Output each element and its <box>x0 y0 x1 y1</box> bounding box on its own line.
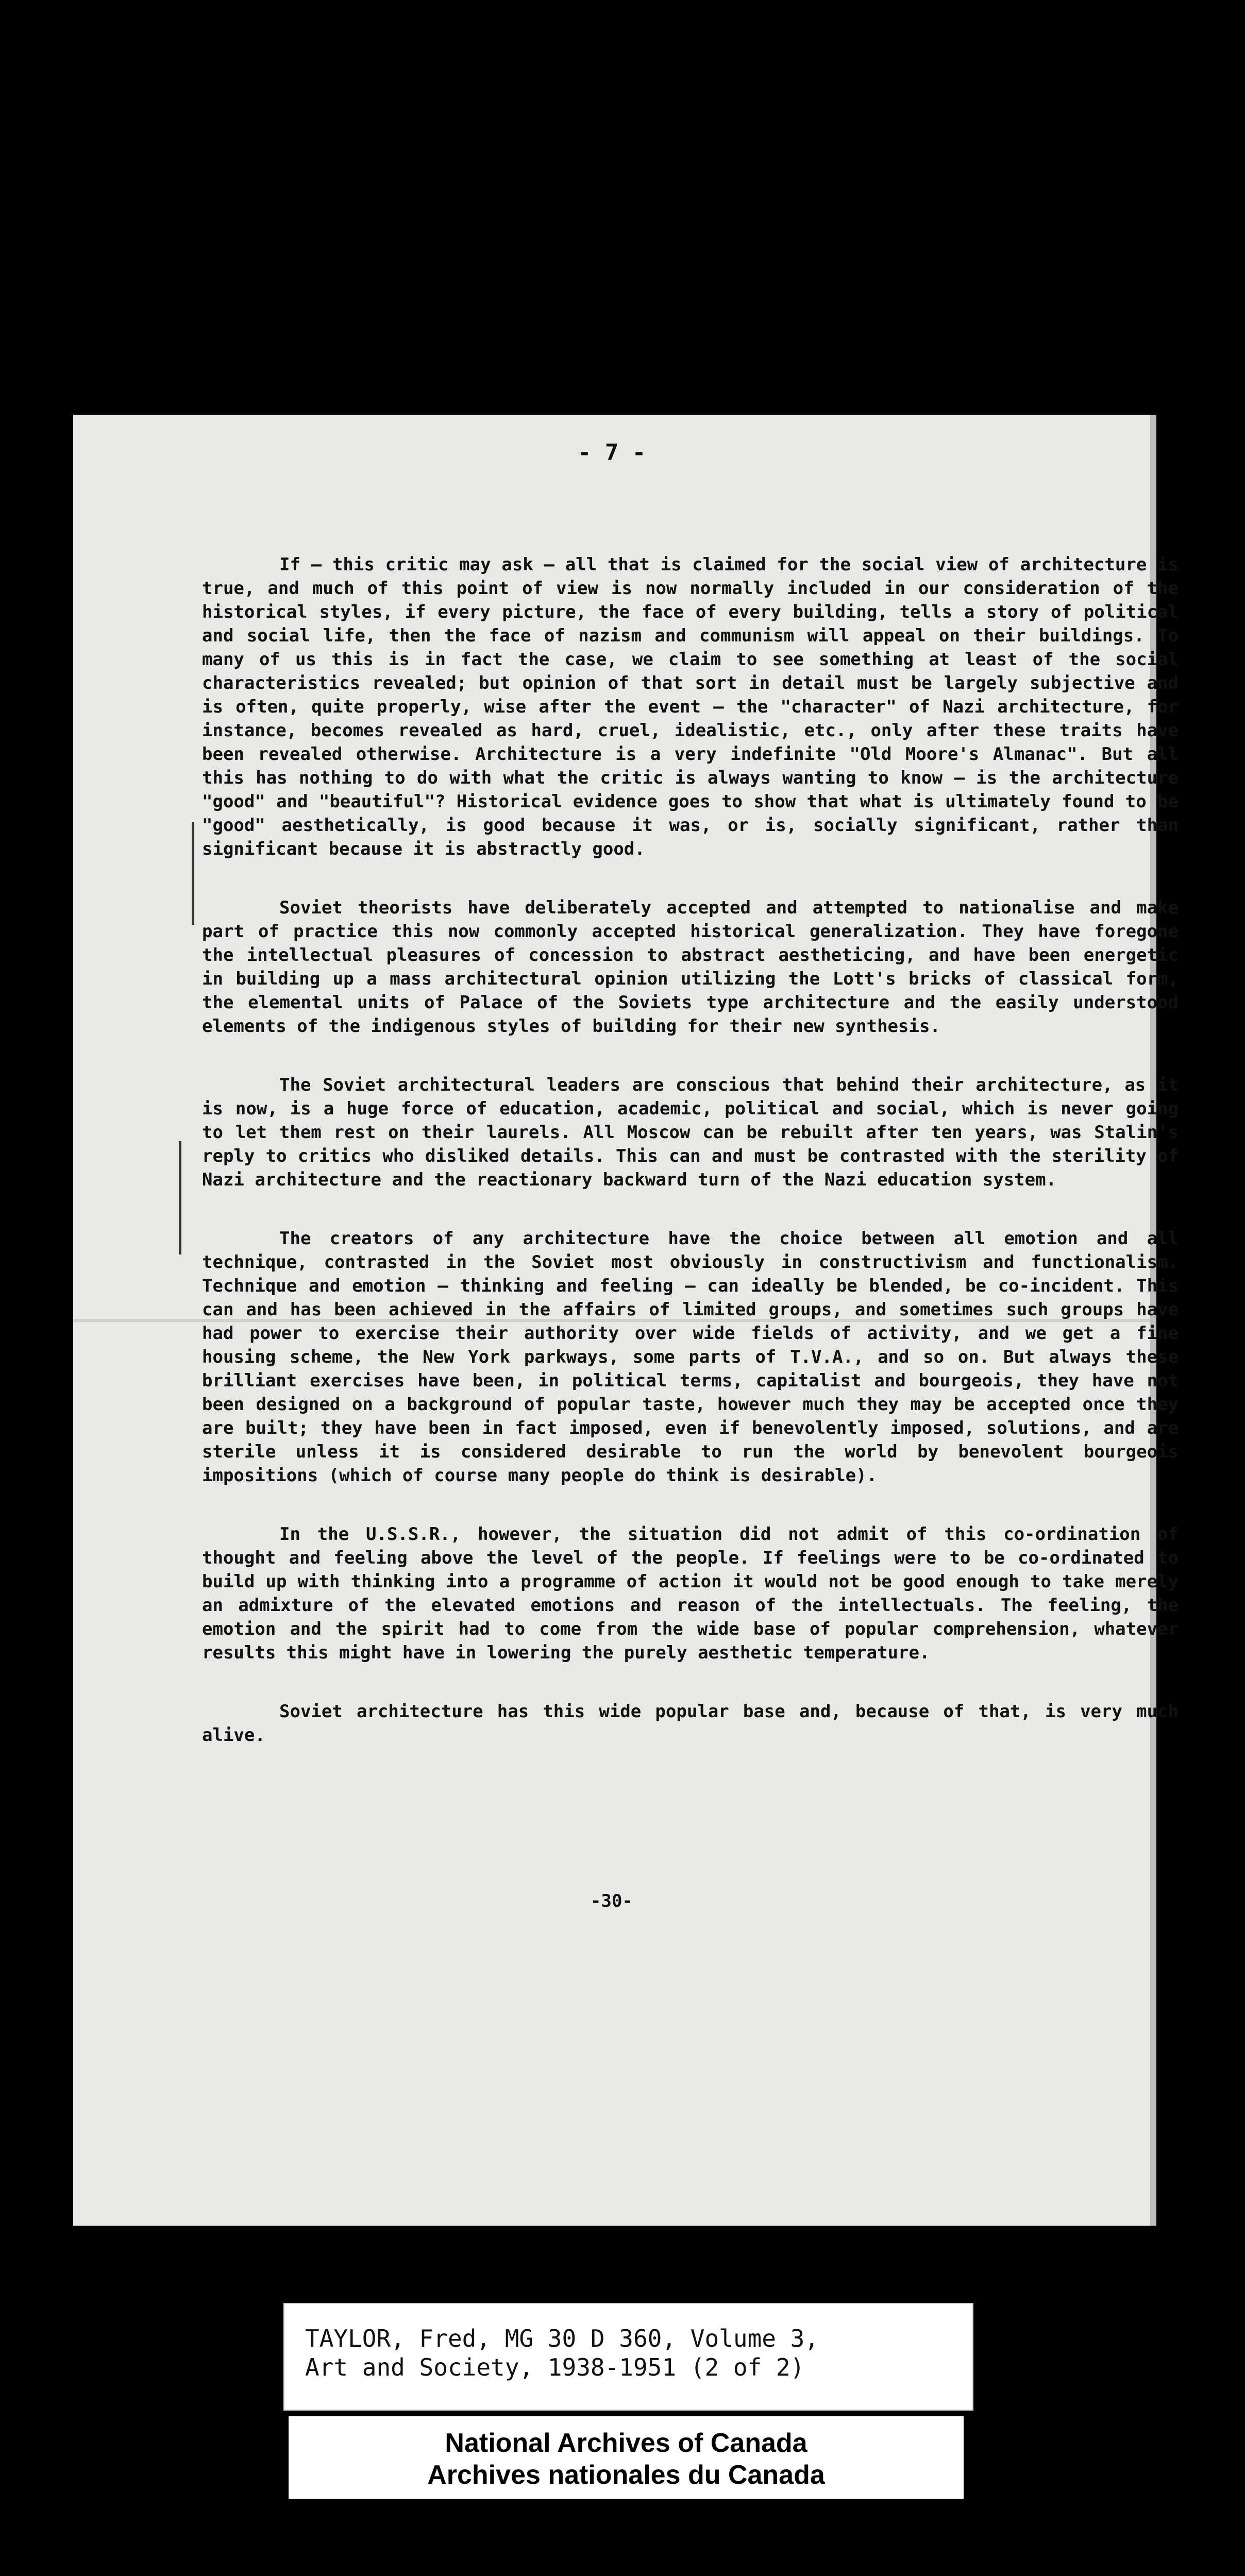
archives-name-french: Archives nationales du Canada <box>427 2460 825 2490</box>
document-page <box>73 415 1179 2226</box>
archive-reference-label <box>283 2303 973 2411</box>
paragraph: Soviet theorists have deliberately accepted and attempted to nationalise and make part of practice this now commonly accepted historical generalization. They have foregone the intellectual pleasures of concession to abstract aestheticing, and have been energetic in building up a mass architectural opinion utilizing the Lott's bricks of classical form, the elemental units of Palace of the Soviets type architecture and the easily understood elements of the indigenous styles of building for their new synthesis. <box>202 897 1179 1037</box>
reference-line-1: TAYLOR, Fred, MG 30 D 360, Volume 3, <box>305 2325 819 2352</box>
paragraph: If — this critic may ask — all that is claimed for the social view of architecture is true, and much of this point of view is now normally included in our consideration of the historical styles, if every picture, the face of every building, tells a story of political and social life, then the face of nazism and communism will appeal on their buildings. To many of us this is in fact the case, we claim to see something at least of the social characteristics revealed; but opinion of that sort in detail must be largely subjective and is often, quite properly, wise after the event — the "character" of Nazi architecture, for instance, becomes revealed as hard, cruel, idealistic, etc., only after these traits have been revealed otherwise. Architecture is a very indefinite "Old Moore's Almanac". But all this has nothing to do with what the critic is always wanting to know — is the architecture "good" and "beautiful"? Historical evidence goes to show that what is ultimately found to be "good" aesthetically, is good because it was, or is, socially significant, rather than significant because it is abstractly good. <box>202 554 1179 859</box>
margin-mark <box>179 1141 181 1255</box>
paragraph: The Soviet architectural leaders are conscious that behind their architecture, as it is now, is a huge force of education, academic, political and social, which is never going to let them rest on their laurels. All Moscow can be rebuilt after ten years, was Stalin's reply to critics who disliked details. This can and must be contrasted with the sterility of Nazi architecture and the reactionary backward turn of the Nazi education system. <box>202 1075 1179 1190</box>
paragraph: In the U.S.S.R., however, the situation did not admit of this co-ordination of thought and feeling above the level of the people. If feelings were to be co-ordinated to build up with thinking into a programme of action it would not be good enough to take merely an admixture of the elevated emotions and reason of the intellectuals. The feeling, the emotion and the spirit had to come from the wide base of popular comprehension, whatever results this might have in lowering the purely aesthetic temperature. <box>202 1524 1179 1663</box>
reference-line-2: Art and Society, 1938-1951 (2 of 2) <box>305 2353 805 2381</box>
page-number: - 7 - <box>577 439 646 466</box>
paragraph: The creators of any architecture have the choice between all emotion and all technique, contrasted in the Soviet most obviously in constructivism and functionalism. Technique and emotion — thinking and feeling — can ideally be blended, be co-incident. This can and has been achieved in the affairs of limited groups, and sometimes such groups have had power to exercise their authority over wide fields of activity, and we get a fine housing scheme, the New York parkways, some parts of T.V.A., and so on. But always these brilliant exercises have been, in political terms, capitalist and bourgeois, they have not been designed on a background of popular taste, however much they may be accepted once they are built; they have been in fact imposed, even if benevolently imposed, solutions, and are sterile unless it is considered desirable to run the world by benevolent bourgeois impositions (which of course many people do think is desirable). <box>202 1228 1179 1486</box>
margin-mark <box>192 822 194 925</box>
paragraph: Soviet architecture has this wide popular base and, because of that, is very much alive. <box>202 1701 1179 1745</box>
archives-name-english: National Archives of Canada <box>445 2428 807 2458</box>
end-mark: -30- <box>591 1891 633 1911</box>
body-text <box>202 553 1179 1782</box>
archives-logo-block <box>289 2416 964 2499</box>
